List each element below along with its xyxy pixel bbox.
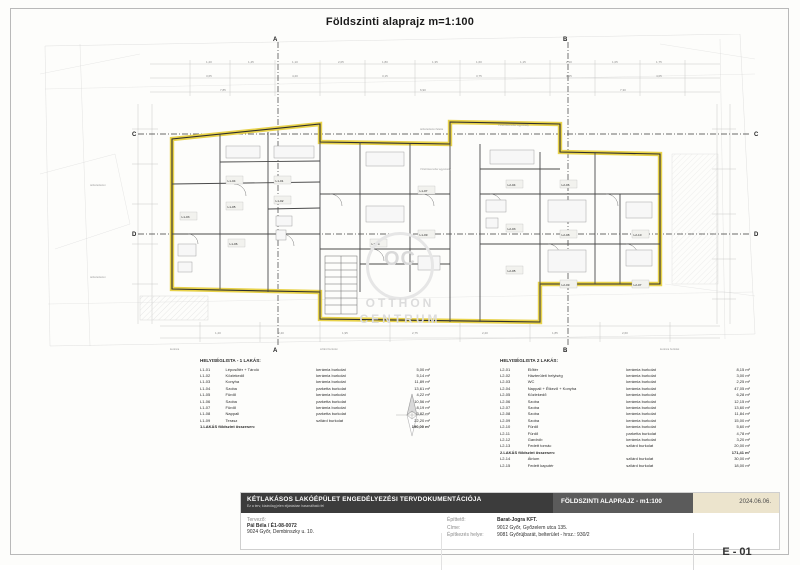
client-label: Építtető:: [447, 517, 466, 523]
address-value: 9012 Győr, Győzelem utca 135.: [497, 524, 568, 531]
table-row: L2-15 Fedett kaputér szilárd burkolat 18,00 m²: [500, 462, 750, 468]
table-row: L1-03 Konyha kerámia burkolat 11,89 m²: [200, 379, 430, 385]
svg-text:C: C: [132, 132, 137, 138]
table-row: L2-05 Közlekedő kerámia burkolat 6,28 m²: [500, 392, 750, 398]
svg-text:1,10: 1,10: [292, 60, 298, 64]
schedule-table-flat1: [200, 367, 430, 431]
floor-plan-drawing: [20, 34, 780, 354]
watermark-monogram: OC: [384, 248, 416, 270]
schedule-table-flat2: [500, 367, 750, 469]
table-row: L2-06 Szoba kerámia burkolat 12,15 m²: [500, 398, 750, 404]
svg-text:L1-01: L1-01: [275, 179, 284, 183]
schedule-title-flat2: HELYISÉGLISTA 2 LAKÁS:: [500, 358, 559, 363]
svg-text:B: B: [563, 348, 568, 354]
table-row: L1-05 Fürdő kerámia burkolat 4,22 m²: [200, 392, 430, 398]
svg-text:kerámia: kerámia: [170, 348, 180, 351]
schedule-total-row: [200, 424, 430, 430]
svg-text:1,20: 1,20: [206, 60, 212, 64]
project-subtitle: Ez a terv, kizárólag jelen eljárásban használható fel: [247, 504, 325, 508]
address-row: [447, 525, 773, 531]
table-row: L2-14 Átrium szilárd burkolat 30,00 m²: [500, 456, 750, 462]
svg-text:3,15: 3,15: [382, 74, 388, 78]
table-row: L2-07 Szoba kerámia burkolat 13,60 m²: [500, 405, 750, 410]
svg-text:2,05: 2,05: [338, 60, 344, 64]
svg-text:2,75: 2,75: [412, 331, 418, 335]
svg-text:Vízszintes teher egyensúly: Vízszintes teher egyensúly: [498, 124, 529, 127]
client-row: [447, 517, 773, 523]
svg-text:L2-09: L2-09: [561, 283, 570, 287]
svg-text:L1-09: L1-09: [419, 233, 428, 237]
drawing-title: FÖLDSZINTI ALAPRAJZ - m1:100: [553, 493, 693, 513]
svg-text:C: C: [754, 132, 759, 138]
svg-text:L1-04: L1-04: [227, 179, 236, 183]
svg-text:2,20: 2,20: [482, 331, 488, 335]
designer-label: Tervező:: [247, 517, 266, 523]
schedule-total-value: 171,41 m²: [731, 449, 750, 455]
svg-text:L2-08: L2-08: [561, 233, 570, 237]
svg-text:D: D: [754, 232, 759, 238]
svg-text:L1-03: L1-03: [181, 215, 190, 219]
svg-text:1,45: 1,45: [248, 60, 254, 64]
svg-text:1,15: 1,15: [520, 60, 526, 64]
svg-text:L2-04: L2-04: [507, 183, 516, 187]
svg-text:3,25: 3,25: [566, 74, 572, 78]
table-row: L2-02 Házterületi helyiség kerámia burkolat 3,00 m²: [500, 373, 750, 379]
svg-text:tetőszerkezet: tetőszerkezet: [90, 276, 106, 279]
room-schedule-flat2: [500, 358, 750, 469]
room-schedule-flat1: [200, 358, 430, 431]
table-row: L1-08 Nappali parketta burkolat 3,82 m²: [200, 411, 430, 417]
svg-text:7,30: 7,30: [620, 88, 626, 92]
schedule-total-value: 190,00 m²: [411, 424, 430, 430]
svg-text:L2-03: L2-03: [507, 227, 516, 231]
svg-text:L1-08: L1-08: [371, 242, 380, 246]
svg-text:L2-10: L2-10: [633, 233, 642, 237]
svg-text:D: D: [132, 232, 137, 238]
sheet-number: E - 01: [693, 533, 780, 570]
designer-name: Pál Béla / É1-08-0072: [247, 523, 297, 529]
svg-text:L2-05: L2-05: [507, 269, 516, 273]
svg-text:szilárd burkolat: szilárd burkolat: [320, 348, 338, 351]
svg-text:6,90: 6,90: [420, 88, 426, 92]
table-row: L2-13 Fedett tornác szilárd burkolat 20,00 m²: [500, 443, 750, 449]
designer-address: 9024 Győr, Dembinszky u. 10.: [247, 529, 314, 535]
table-row: L2-09 Szoba kerámia burkolat 15,00 m²: [500, 417, 750, 423]
svg-text:1,80: 1,80: [382, 60, 388, 64]
designer-block: [241, 513, 441, 550]
svg-text:4,05: 4,05: [656, 74, 662, 78]
table-row: L1-04 Szoba parketta burkolat 13,61 m²: [200, 385, 430, 391]
drawing-date: 2024.06.06.: [693, 493, 779, 513]
svg-text:2,40: 2,40: [278, 331, 284, 335]
table-row: L2-03 WC kerámia burkolat 2,25 m²: [500, 379, 750, 385]
svg-text:1,60: 1,60: [476, 60, 482, 64]
svg-text:L1-06: L1-06: [229, 242, 238, 246]
table-row: L1-01 Lépcsőtér + Tároló kerámia burkolat 5,00 m²: [200, 366, 430, 372]
svg-text:1,75: 1,75: [656, 60, 662, 64]
svg-text:L1-07: L1-07: [419, 189, 428, 193]
svg-text:7,85: 7,85: [220, 88, 226, 92]
svg-text:Vízszintes teher egyensúly: Vízszintes teher egyensúly: [420, 168, 451, 171]
schedule-total-label: 1.LAKÁS földszint összesen:: [200, 424, 256, 430]
svg-text:kerámia burkolat: kerámia burkolat: [660, 348, 680, 351]
table-row: L2-08 Szoba kerámia burkolat 11,84 m²: [500, 411, 750, 417]
title-block: [240, 492, 780, 558]
schedule-title-flat1: HELYISÉGLISTA - 1 LAKÁS:: [200, 358, 261, 363]
table-row: L2-04 Nappali + Étkező + Konyha kerámia burkolat 47,05 m²: [500, 385, 750, 391]
svg-text:1,85: 1,85: [552, 331, 558, 335]
title-block-body: [241, 513, 779, 558]
watermark-line1: OTTHON: [365, 296, 435, 310]
svg-text:A: A: [273, 348, 278, 354]
svg-text:tetőszerkezet: tetőszerkezet: [90, 184, 106, 187]
page-title: Földszinti alaprajz m=1:100: [325, 16, 475, 28]
svg-text:3,75: 3,75: [476, 74, 482, 78]
project-title: KÉTLAKÁSOS LAKÓÉPÜLET ENGEDÉLYEZÉSI TERVDOKUMENTÁCIÓJA: [247, 496, 482, 503]
svg-text:1,35: 1,35: [432, 60, 438, 64]
svg-text:L2-07: L2-07: [633, 283, 642, 287]
schedule-total-label: 2.LAKÁS földszint összesen:: [500, 449, 556, 455]
table-row: L1-07 Fürdő kerámia burkolat 8,19 m²: [200, 405, 430, 410]
table-row: L2-10 Fürdő kerámia burkolat 5,60 m²: [500, 424, 750, 430]
site-label: Építkezés helye:: [447, 532, 484, 538]
table-row: L1-09 Terasz szilárd burkolat 22,20 m²: [200, 417, 430, 423]
svg-text:L1-02: L1-02: [275, 199, 284, 203]
client-name: Barat-Jogra KFT.: [497, 517, 538, 523]
svg-text:4,20: 4,20: [292, 74, 298, 78]
svg-text:L2-06: L2-06: [561, 183, 570, 187]
svg-text:B: B: [563, 37, 568, 43]
table-row: L1-02 Közlekedő kerámia burkolat 5,14 m²: [200, 373, 430, 379]
table-row: L1-06 Szoba parketta burkolat 10,56 m²: [200, 398, 430, 404]
svg-text:1,20: 1,20: [215, 331, 221, 335]
svg-text:1,05: 1,05: [612, 60, 618, 64]
site-value: 9081 Győrújbarát, belterület - hrsz.: 930/2: [497, 532, 590, 538]
table-row: L2-11 Fürdő parketta burkolat 4,78 m²: [500, 430, 750, 436]
svg-text:2,10: 2,10: [566, 60, 572, 64]
svg-text:A: A: [273, 37, 278, 43]
svg-text:L1-05: L1-05: [227, 205, 236, 209]
title-block-project: [241, 493, 553, 513]
svg-text:tetőszerkezet felette: tetőszerkezet felette: [420, 128, 444, 131]
watermark-line2: CENTRUM: [359, 312, 441, 326]
svg-text:1,95: 1,95: [342, 331, 348, 335]
svg-text:3,65: 3,65: [206, 74, 212, 78]
table-row: L2-01 Előtér kerámia burkolat 8,15 m²: [500, 366, 750, 372]
table-row: L2-12 Gardrób kerámia burkolat 3,20 m²: [500, 436, 750, 442]
address-label: Címe:: [447, 524, 461, 531]
svg-text:2,60: 2,60: [622, 331, 628, 335]
